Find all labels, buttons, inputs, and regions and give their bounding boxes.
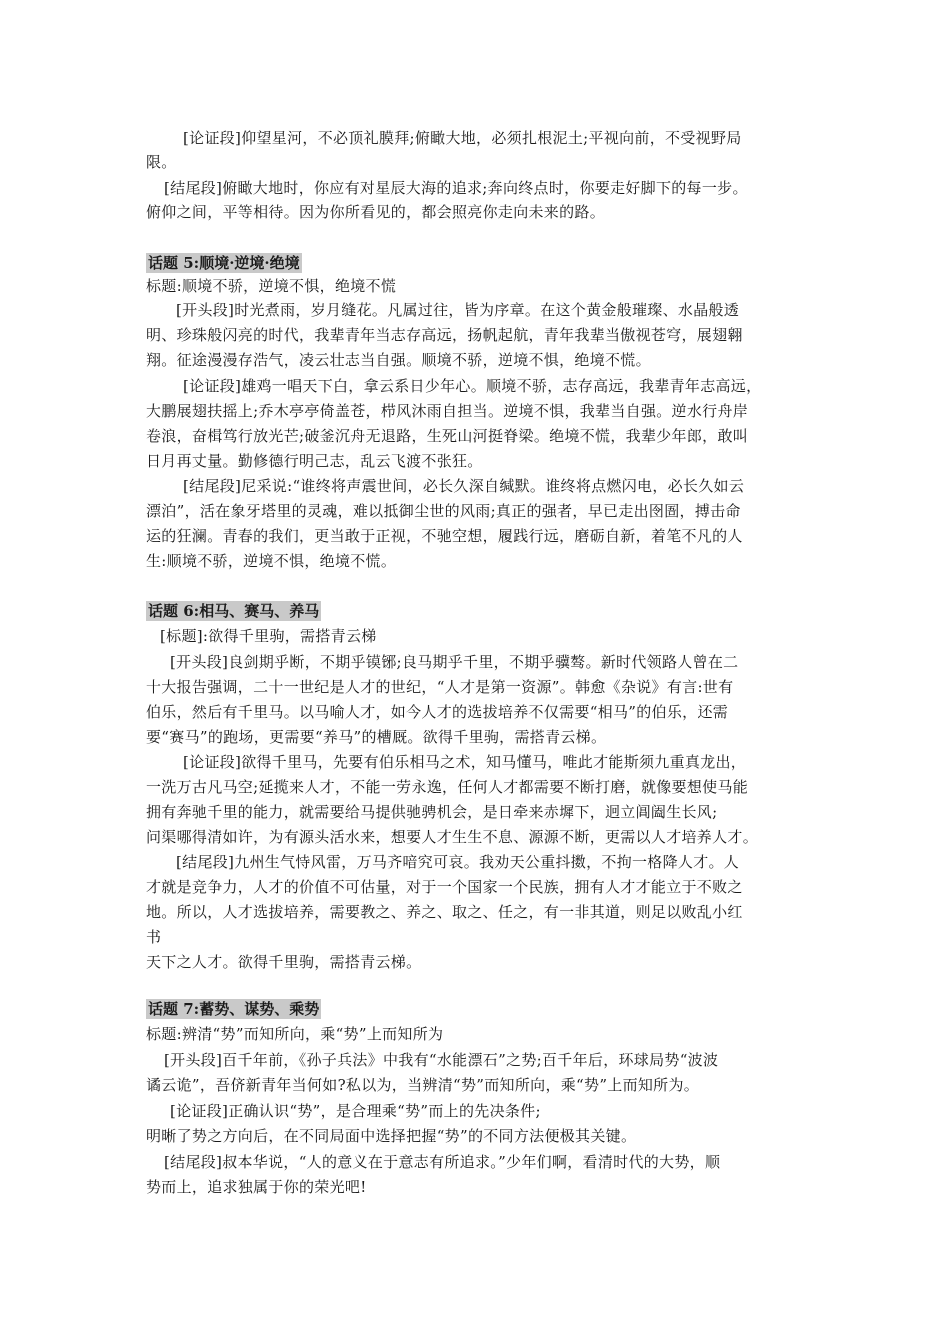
- topic6-line: 十大报告强调，二十一世纪是人才的世纪，“人才是第一资源”。韩愈《杂说》有言:世有: [146, 678, 734, 696]
- topic4-argument: [论证段]仰望星河，不必顶礼膜拜;俯瞰大地，必须扎根泥土;平视向前，不受视野局: [183, 129, 742, 147]
- topic7-heading: 话题 7:蓄势、谋势、乘势: [148, 1000, 320, 1018]
- topic6-line: 书: [146, 928, 162, 946]
- topic7-line: 明晰了势之方向后，在不同局面中选择把握“势”的不同方法便极其关键。: [146, 1127, 637, 1145]
- topic5-line: 日月再丈量。勤修德行明己志，乱云飞渡不张狂。: [146, 452, 483, 470]
- topic6-line: 天下之人才。欲得千里驹，需搭青云梯。: [146, 953, 422, 971]
- topic6-line: [结尾段]九州生气恃风雷，万马齐喑究可哀。我劝天公重抖擞，不拘一格降人才。人: [176, 853, 740, 871]
- topic5-line: [结尾段]尼采说:“谁终将声震世间，必长久深自缄默。谁终将点燃闪电，必长久如云: [183, 477, 745, 495]
- topic4-argument-cont: 限。: [146, 153, 177, 171]
- topic6-title: [标题]:欲得千里驹，需搭青云梯: [160, 627, 377, 645]
- topic6-line: [开头段]良剑期乎断，不期乎镆铘;良马期乎千里，不期乎骥骜。新时代领路人曾在二: [170, 653, 739, 671]
- topic7-line: 势而上，追求独属于你的荣光吧!: [146, 1178, 367, 1196]
- topic7-line: 谲云诡”，吾侪新青年当何如?私以为，当辨清“势”而知所向，乘“势”上而知所为。: [146, 1076, 700, 1094]
- topic5-line: [论证段]雄鸡一唱天下白，拿云系日少年心。顺境不骄，志存高远，我辈青年志高远，: [183, 377, 762, 395]
- topic5-line: 卷浪，奋楫笃行放光芒;破釜沉舟无退路，生死山河挺脊梁。绝境不慌，我辈少年郎，敢叫: [146, 427, 749, 445]
- topic6-heading: 话题 6:相马、赛马、养马: [148, 602, 320, 620]
- topic4-ending-cont: 俯仰之间，平等相待。因为你所看见的，都会照亮你走向未来的路。: [146, 203, 606, 221]
- topic6-line: 问渠哪得清如许，为有源头活水来，想要人才生生不息、源源不断，更需以人才培养人才。: [146, 828, 759, 846]
- topic6-line: 伯乐，然后有千里马。以马喻人才，如今人才的选拔培养不仅需要“相马”的伯乐，还需: [146, 703, 729, 721]
- topic6-line: 地。所以，人才选拔培养，需要教之、养之、取之、任之，有一非其道，则足以败乱小红: [146, 903, 743, 921]
- topic5-line: 生:顺境不骄，逆境不惧，绝境不慌。: [146, 552, 397, 570]
- topic6-line: [论证段]欲得千里马，先要有伯乐相马之术，知马懂马，唯此才能斯须九重真龙出，: [183, 753, 747, 771]
- topic5-heading: 话题 5:顺境·逆境·绝境: [148, 254, 300, 272]
- topic7-line: [开头段]百千年前，《孙子兵法》中我有“水能漂石”之势;百千年后，环球局势“波波: [164, 1051, 719, 1069]
- topic5-line: 大鹏展翅扶摇上;乔木亭亭倚盖苍，栉风沐雨自担当。逆境不惧，我辈当自强。逆水行舟岸: [146, 402, 749, 420]
- topic5-line: 漂泊”，活在象牙塔里的灵魂，难以抵御尘世的风雨;真正的强者，早已走出囹圄，搏击命: [146, 502, 741, 520]
- topic6-line: 才就是竞争力，人才的价值不可估量，对于一个国家一个民族，拥有人才才能立于不败之: [146, 878, 743, 896]
- topic5-line: 运的狂澜。青春的我们，更当敢于正视，不驰空想，履践行远，磨砺自新，着笔不凡的人: [146, 527, 743, 545]
- topic7-title: 标题:辨清“势”而知所向，乘“势”上而知所为: [146, 1025, 444, 1043]
- topic7-line: [论证段]正确认识“势”，是合理乘“势”而上的先决条件;: [170, 1102, 541, 1120]
- topic6-line: 拥有奔驰千里的能力，就需要给马提供驰骋机会，是日牵来赤墀下，迥立阊阖生长风;: [146, 803, 718, 821]
- topic5-title: 标题:顺境不骄，逆境不惧，绝境不慌: [146, 277, 397, 295]
- topic4-ending: [结尾段]俯瞰大地时，你应有对星辰大海的追求;奔向终点时，你要走好脚下的每一步。: [164, 179, 748, 197]
- topic5-line: 明、珍珠般闪亮的时代，我辈青年当志存高远，扬帆起航，青年我辈当傲视苍穹，展翅翱: [146, 326, 743, 344]
- topic6-line: 要“赛马”的跑场，更需要“养马”的槽厩。欲得千里驹，需搭青云梯。: [146, 728, 607, 746]
- topic6-line: 一洗万古凡马空;延揽来人才，不能一劳永逸，任何人才都需要不断打磨，就像要想使马能: [146, 778, 749, 796]
- topic5-line: [开头段]时光煮雨，岁月缝花。凡属过往，皆为序章。在这个黄金般璀璨、水晶般透: [176, 301, 740, 319]
- topic7-line: [结尾段]叔本华说，“人的意义在于意志有所追求。”少年们啊，看清时代的大势，顺: [164, 1153, 721, 1171]
- topic5-line: 翔。征途漫漫存浩气，凌云壮志当自强。顺境不骄，逆境不惧，绝境不慌。: [146, 351, 651, 369]
